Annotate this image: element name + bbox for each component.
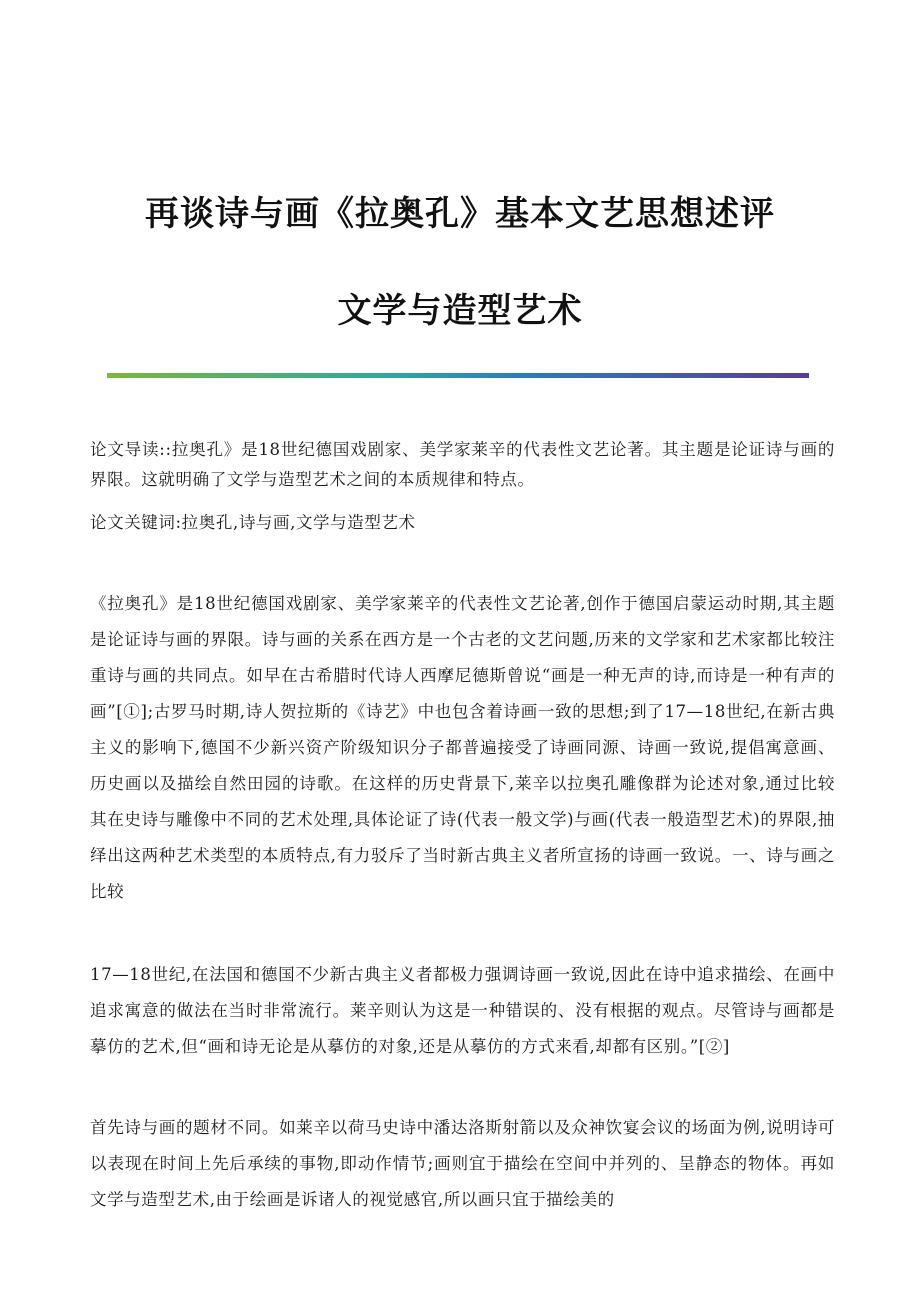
abstract-text: :拉奥孔》是18世纪德国戏剧家、美学家莱辛的代表性文艺论著。其主题是论证诗与画的界限。这就明确了文学与造型艺术之间的本质规律和特点。 [90,440,835,489]
keywords [90,508,835,538]
document-title: 再谈诗与画《拉奥孔》基本文艺思想述评 [145,194,775,234]
document-subtitle: 文学与造型艺术 [337,291,583,331]
paragraph-text: 17—18世纪,在法国和德国不少新古典主义者都极力强调诗画一致说,因此在诗中追求描绘、在画中追求寓意的做法在当时非常流行。莱辛则认为这是一种错误的、没有根据的观点。尽管诗与画都是摹仿的艺术,但“画和诗无论是从摹仿的对象,还是从摹仿的方式来看,却都有区别。”[②] [90,965,835,1056]
abstract [90,435,835,495]
paragraph-text: 首先诗与画的题材不同。如莱辛以荷马史诗中潘达洛斯射箭以及众神饮宴会议的场面为例,说明诗可以表现在时间上先后承续的事物,即动作情节;画则宜于描绘在空间中并列的、呈静态的物体。再如文学与造型艺术,由于绘画是诉诸人的视觉感官,所以画只宜于描绘美的 [90,1118,835,1209]
abstract-label: 论文导读: [90,440,166,459]
body-paragraph [90,957,835,1065]
body-paragraph [90,1110,835,1218]
keywords-label: 论文关键词: [90,513,182,532]
paragraph-text: 《拉奥孔》是18世纪德国戏剧家、美学家莱辛的代表性文艺论著,创作于德国启蒙运动时期,其主题是论证诗与画的界限。诗与画的关系在西方是一个古老的文艺问题,历来的文学家和艺术家都比较注重诗与画的共同点。如早在古希腊时代诗人西摩尼德斯曾说“画是一种无声的诗,而诗是一种有声的画”[①];古罗马时期,诗人贺拉斯的《诗艺》中也包含着诗画一致的思想;到了17—18世纪,在新古典主义的影响下,德国不少新兴资产阶级知识分子都普遍接受了诗画同源、诗画一致说,提倡寓意画、历史画以及描绘自然田园的诗歌。在这样的历史背景下,莱辛以拉奥孔雕像群为论述对象,通过比较其在史诗与雕像中不同的艺术处理,具体论证了诗(代表一般文学)与画(代表一般造型艺术)的界限,抽绎出这两种艺术类型的本质特点,有力驳斥了当时新古典主义者所宣扬的诗画一致说。一、诗与画之比较 [90,594,835,901]
body-paragraph [90,586,835,910]
title-divider [107,373,809,378]
keywords-text: 拉奥孔,诗与画,文学与造型艺术 [181,513,416,532]
